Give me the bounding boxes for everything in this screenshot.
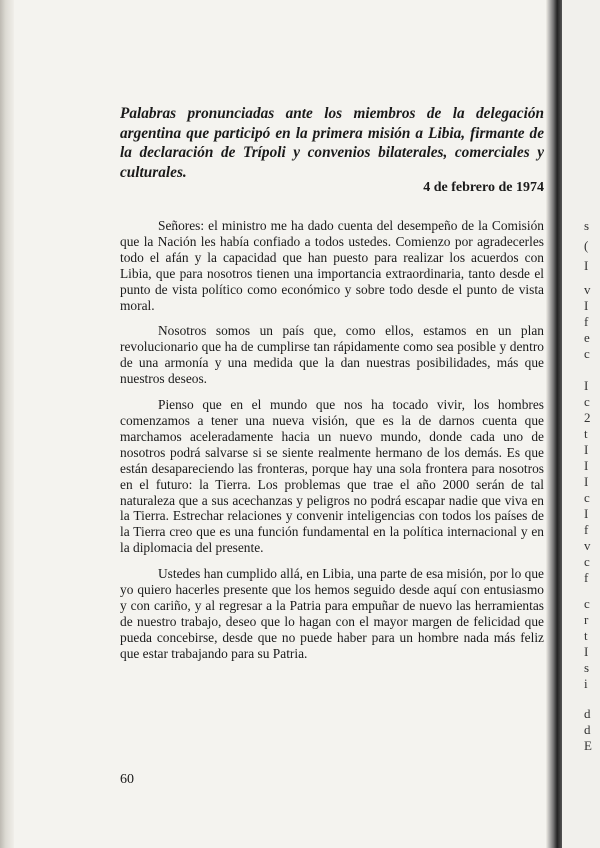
facing-page-fragment: t [584,628,588,643]
facing-page-fragment: I [584,258,589,273]
facing-page-fragment: I [584,644,589,659]
facing-page-edge [562,0,600,848]
speech-title: Palabras pronunciadas ante los miembros de la delegación argentina que participó en la primera misión a Libia, firmante de la declaración de Trípoli y convenios bilaterales, comerciales y culturales. [120,105,544,181]
facing-page-fragment: f [584,314,589,329]
facing-page-fragment: d [584,706,591,721]
facing-page-fragment: I [584,378,589,393]
paragraph: Señores: el ministro me ha dado cuenta del desempeño de la Comisión que la Nación les había confiado a todos ustedes. Comienzo por agradecerles todo el afán y la capacidad que han puesto para realizar los acuerdos con Libia, que para nosotros tienen una importancia extraordinaria, tanto desde el punto de vista político como económico y sobre todo desde el punto de vista moral. [120,218,544,313]
book-gutter [546,0,562,848]
facing-page-fragment: I [584,474,589,489]
facing-page-fragment: c [584,490,590,505]
facing-page-fragment: i [584,676,588,691]
facing-page-fragment: s [584,660,590,675]
speech-body [120,218,544,672]
paragraph: Ustedes han cumplido allá, en Libia, una parte de esa misión, por lo que yo quiero hacerles presente que los hemos seguido desde aquí con entusiasmo y con cariño, y al regresar a la Patria para empuñar de nuevo las herramientas de nuestro trabajo, deseo que lo hagan con el mayor margen de felicidad que pueda concebirse, desde que no puede haber para un hombre nada más feliz que estar trabajando para su Patria. [120,566,544,661]
facing-page-fragment: v [584,282,591,297]
page-number: 60 [120,772,134,787]
facing-page-fragment: r [584,612,589,627]
facing-page-fragment: s [584,218,590,233]
facing-page-fragment: f [584,570,589,585]
facing-page-fragment: d [584,722,591,737]
facing-page-fragment: c [584,394,590,409]
paragraph: Pienso que en el mundo que nos ha tocado vivir, los hombres comenzamos a tener una nueva visión, que es la de darnos cuenta que marchamos aceleradamente hacia un nuevo mundo, donde cada uno de nosotros podrá salvarse si se siente realmente hermano de los demás. Es que están desapareciendo las fronteras, porque hay una sola frontera para nosotros en el futuro: la Tierra. Los problemas que trae el año 2000 serán de tal naturaleza que a sus acechanzas y peligros no podrá escapar nadie que viva en la Tierra. Estrechar relaciones y convenir inteligencias con todos los países de la Tierra creo que es una función fundamental en la política internacional y en la diplomacia del presente. [120,397,544,556]
facing-page-fragment: E [584,738,592,753]
facing-page-fragment: c [584,554,590,569]
paragraph: Nosotros somos un país que, como ellos, estamos en un plan revolucionario que ha de cumplirse tan rápidamente como sea posible y dentro de una armonía y una medida que la dan nuestras posibilidades, más que nuestros deseos. [120,323,544,387]
facing-page-fragment: t [584,426,588,441]
facing-page-fragment: e [584,330,590,345]
facing-page-fragment: c [584,596,590,611]
scan-left-edge [0,0,14,848]
facing-page-fragment: 2 [584,410,591,425]
facing-page-fragment: I [584,298,589,313]
facing-page-fragment: v [584,538,591,553]
facing-page-fragment: f [584,522,589,537]
facing-page-fragment: ( [584,238,589,253]
facing-page-fragment: I [584,458,589,473]
facing-page-fragment: c [584,346,590,361]
speech-date: 4 de febrero de 1974 [423,180,544,195]
facing-page-fragment: I [584,506,589,521]
facing-page-fragment: I [584,442,589,457]
